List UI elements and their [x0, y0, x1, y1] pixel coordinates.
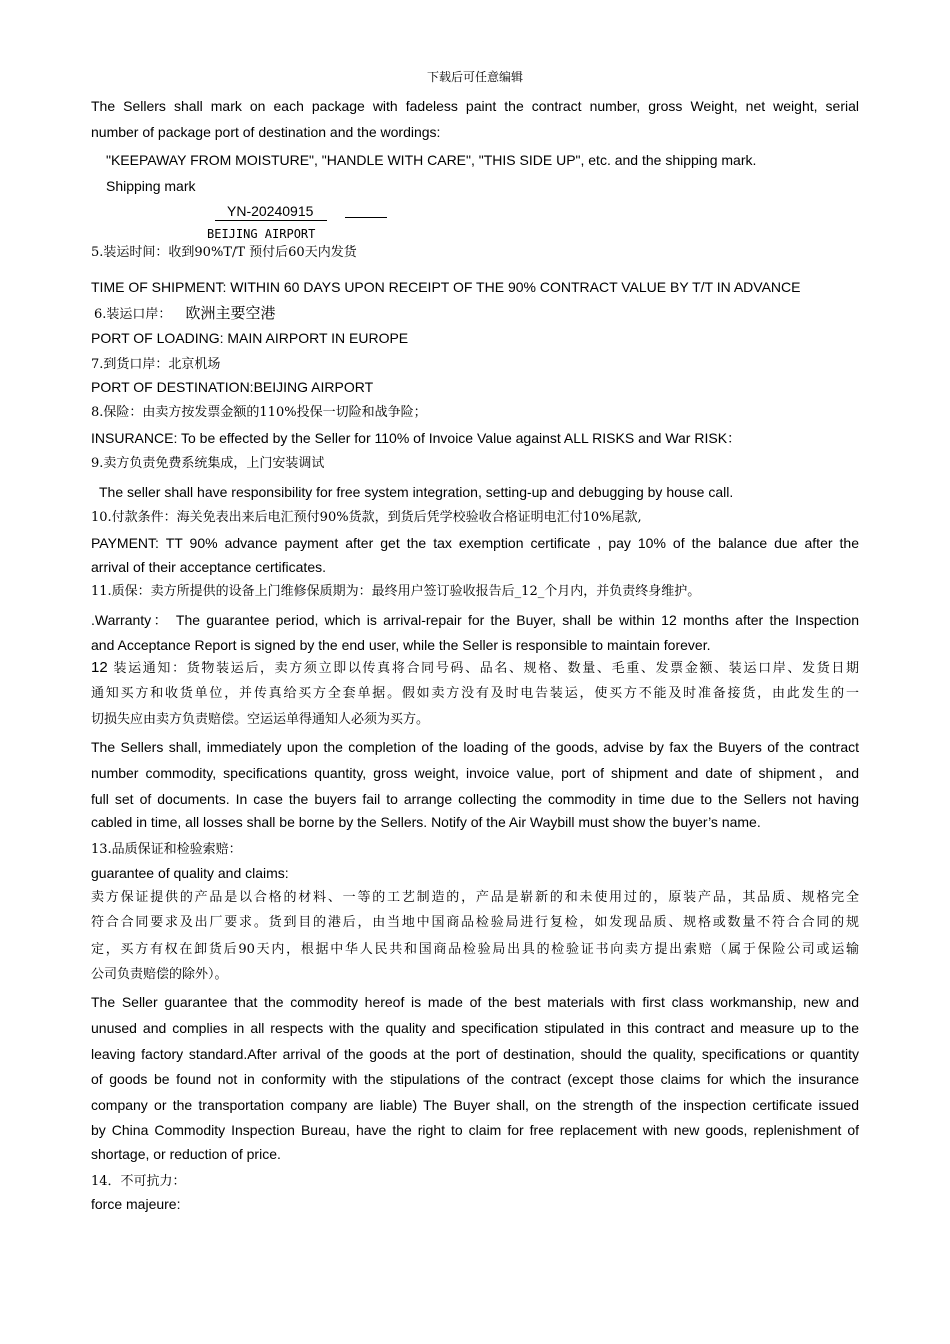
s13-en-2: unused and complies in all respects with the quality and specification stipulated in this contract and measure up to the — [91, 1020, 859, 1036]
s7-en: PORT OF DESTINATION:BEIJING AIRPORT — [91, 379, 374, 395]
s6-en: PORT OF LOADING: MAIN AIRPORT IN EUROPE — [91, 330, 409, 346]
s13-cn-3: 定，买方有权在卸货后90天内，根据中华人民共和国商品检验局出具的检验证书向卖方提出索赔（属于保险公司或运输 — [91, 942, 859, 957]
shipping-mark-code: YN-20240915 — [215, 202, 327, 221]
s12-cn-2: 通知买方和收货单位，并传真给买方全套单据。假如卖方没有及时电告装运，使买方不能及时准备接货，由此发生的一 — [91, 686, 859, 701]
s9-en: The seller shall have responsibility for free system integration, setting-up and debugging by house call. — [99, 484, 734, 500]
s13-en-5: company or the transportation company are liable) The Buyer shall, on the strength of the inspection certificate issued — [91, 1097, 859, 1113]
s10-cn: 10.付款条件：海关免表出来后电汇预付90%货款，到货后凭学校验收合格证明电汇付10%尾款, — [91, 510, 642, 525]
s6-cn-label: 6.装运口岸： — [94, 307, 172, 322]
marking-line-1: The Sellers shall mark on each package with fadeless paint the contract number, gross Weight, net weight, serial — [91, 98, 859, 114]
s14-en: force majeure: — [91, 1196, 181, 1212]
s6-cn — [94, 304, 276, 324]
shipping-mark-destination: BEIJING AIRPORT — [207, 227, 316, 241]
s13-cn-title: 13.品质保证和检验索赔： — [91, 842, 242, 857]
s13-cn-4: 公司负责赔偿的除外）。 — [91, 967, 228, 982]
s8-en: INSURANCE: To be effected by the Seller for 110% of Invoice Value against ALL RISKS and War RISK： — [91, 430, 742, 446]
s13-en-6: by China Commodity Inspection Bureau, have the right to claim for free replacement with new goods, replenishment of — [91, 1122, 859, 1138]
s12-en-3: full set of documents. In case the buyers fail to arrange collecting the commodity in time due to the Sellers not having — [91, 791, 859, 807]
s11-en-2: and Acceptance Report is signed by the end user, while the Seller is responsible to maintain forever. — [91, 637, 711, 653]
s11-cn: 11.质保：卖方所提供的设备上门维修保质期为：最终用户签订验收报告后_12_个月内，并负责终身维护。 — [91, 584, 701, 599]
s10-en-2: arrival of their acceptance certificates. — [91, 559, 326, 575]
s11-en-1: .Warranty： The guarantee period, which is arrival-repair for the Buyer, shall be within 12 months after the Inspection — [91, 612, 859, 628]
s10-en-1: PAYMENT: TT 90% advance payment after get the tax exemption certificate , pay 10% of the balance due after the — [91, 535, 859, 551]
s7-cn: 7.到货口岸：北京机场 — [91, 357, 221, 372]
s12-cn-1 — [91, 659, 859, 678]
shipping-mark-blank-line — [345, 217, 387, 218]
s5-cn: 5.装运时间：收到90%T/T 预付后60天内发货 — [91, 245, 357, 260]
s14-cn: 14．不可抗力： — [91, 1174, 186, 1189]
s12-cn-3: 切损失应由卖方负责赔偿。空运运单得通知人必须为买方。 — [91, 712, 430, 727]
s13-en-7: shortage, or reduction of price. — [91, 1146, 281, 1162]
s13-en-4: of goods be found not in conformity with the stipulations of the contract (except those claims for which the insurance — [91, 1071, 859, 1087]
s13-en-title: guarantee of quality and claims: — [91, 865, 289, 881]
marking-line-2: number of package port of destination and the wordings: — [91, 124, 441, 140]
page-header: 下载后可任意编辑 — [426, 70, 523, 84]
s12-en-4: cabled in time, all losses shall be borne by the Sellers. Notify of the Air Waybill must show the buyer’s name. — [91, 814, 761, 830]
marking-wordings: "KEEPAWAY FROM MOISTURE", "HANDLE WITH CARE", "THIS SIDE UP", etc. and the shipping mark. — [106, 152, 757, 168]
s13-en-1: The Seller guarantee that the commodity hereof is made of the best materials with first class workmanship, new and — [91, 994, 859, 1010]
s13-cn-2: 符合合同要求及出厂要求。货到目的港后，由当地中国商品检验局进行复检，如发现品质、规格或数量不符合合同的规 — [91, 915, 859, 930]
s8-cn: 8.保险：由卖方按发票金额的110%投保一切险和战争险； — [91, 405, 427, 420]
shipping-mark-label: Shipping mark — [106, 178, 196, 194]
s12-number: 12 — [91, 659, 108, 676]
s5-en: TIME OF SHIPMENT: WITHIN 60 DAYS UPON RECEIPT OF THE 90% CONTRACT VALUE BY T/T IN ADVANCE — [91, 279, 801, 295]
s12-en-2: number commodity, specifications quantity, gross weight, invoice value, port of shipment and date of shipment，and — [91, 765, 859, 781]
s9-cn: 9.卖方负责免费系统集成，上门安装调试 — [91, 456, 325, 471]
s13-en-3: leaving factory standard.After arrival of the goods at the port of destination, should the quality, specifications or quantity — [91, 1046, 859, 1062]
s6-cn-value: 欧洲主要空港 — [185, 304, 276, 322]
s12-cn-1-text: 装运通知：货物装运后，卖方须立即以传真将合同号码、品名、规格、数量、毛重、发票金额、装运口岸、发货日期 — [107, 661, 859, 676]
s12-en-1: The Sellers shall, immediately upon the completion of the loading of the goods, advise by fax the Buyers of the contract — [91, 739, 859, 755]
s13-cn-1: 卖方保证提供的产品是以合格的材料、一等的工艺制造的，产品是崭新的和未使用过的，原装产品，其品质、规格完全 — [91, 890, 859, 905]
